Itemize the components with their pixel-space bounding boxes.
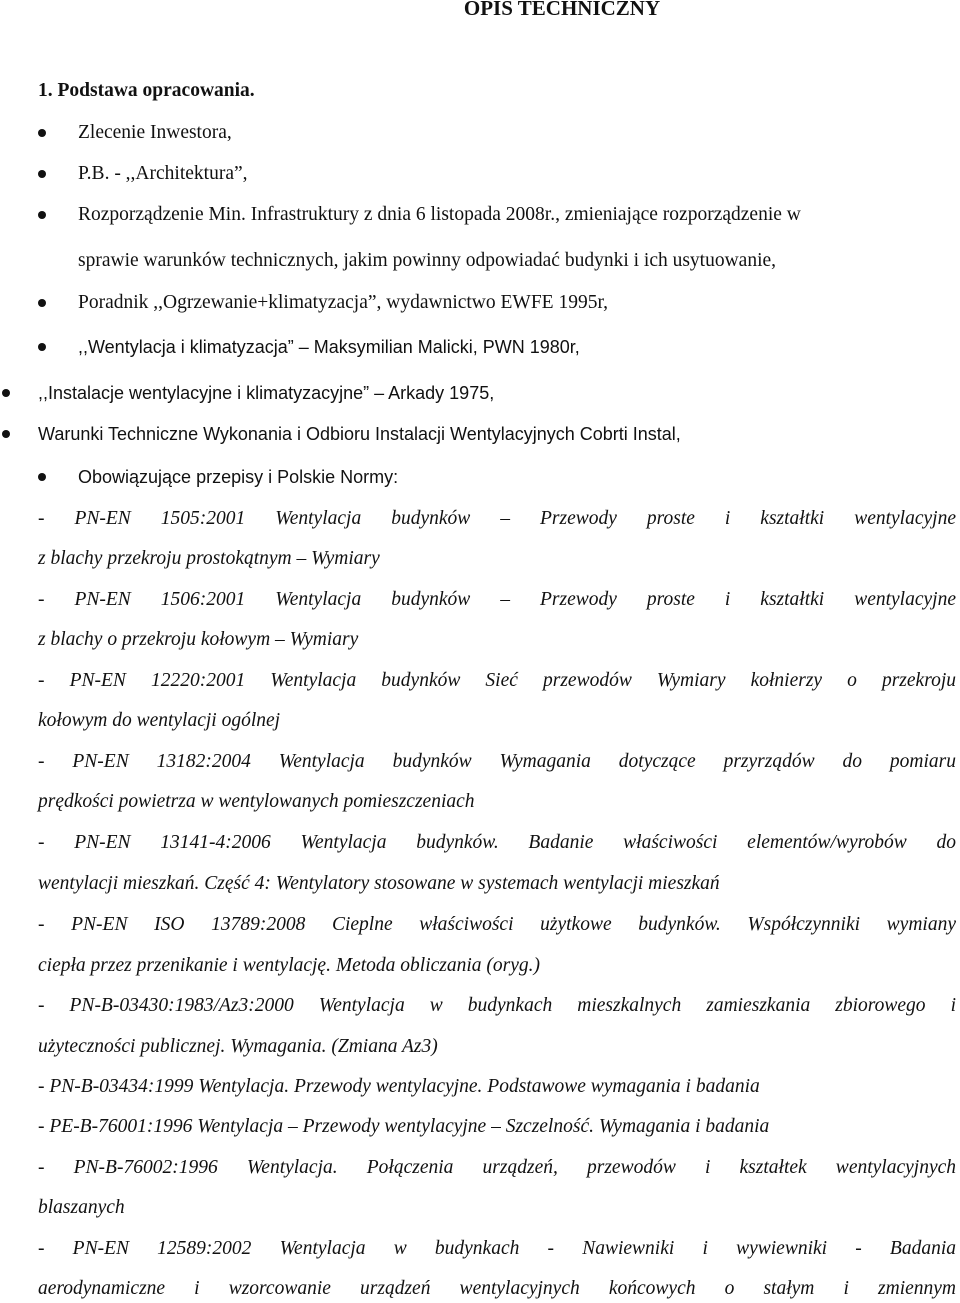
bullet-icon [38,299,46,307]
norm-line: - PN-EN ISO 13789:2008 Cieplne właściwości użytkowe budynków. Współczynniki wymiany [38,914,956,935]
norm-line: z blachy o przekroju kołowym – Wymiary [38,629,359,650]
bullet-icon [38,211,46,219]
bullet-icon [38,343,46,351]
list-item-text: sprawie warunków technicznych, jakim powinny odpowiadać budynki i ich usytuowanie, [78,250,777,271]
norm-line: - PE-B-76001:1996 Wentylacja – Przewody wentylacyjne – Szczelność. Wymagania i badania [38,1116,770,1137]
list-item-continuation [78,248,776,274]
norm-line: blaszanych [38,1197,125,1218]
list-item-text: P.B. - ,,Architektura”, [78,163,248,184]
norm-line: - PN-EN 12589:2002 Wentylacja w budynkach - Nawiewniki i wywiewniki - Badania [38,1238,956,1259]
bullet-icon [2,430,10,438]
list-item-text: Obowiązujące przepisy i Polskie Normy: [78,467,399,487]
list-item-text: ,,Instalacje wentylacyjne i klimatyzacyjne” – Arkady 1975, [38,383,495,403]
section-heading: 1. Podstawa opracowania. [38,80,255,101]
norm-line: ciepła przez przenikanie i wentylację. Metoda obliczania (oryg.) [38,955,541,976]
list-item-text: Warunki Techniczne Wykonania i Odbioru Instalacji Wentylacyjnych Cobrti Instal, [38,424,681,444]
list-item-text: Zlecenie Inwestora, [78,122,232,143]
list-item-text: Poradnik ,,Ogrzewanie+klimatyzacja”, wydawnictwo EWFE 1995r, [78,292,609,313]
bullet-icon [38,129,46,137]
norm-line: - PN-B-03430:1983/Az3:2000 Wentylacja w budynkach mieszkalnych zamieszkania zbiorowego i [38,995,956,1016]
document-title: OPIS TECHNICZNY [463,0,661,20]
norm-line: - PN-EN 13141-4:2006 Wentylacja budynków. Badanie właściwości elementów/wyrobów do [38,832,956,853]
norm-line: - PN-EN 1506:2001 Wentylacja budynków – Przewody proste i kształtki wentylacyjne [38,589,956,610]
norm-line: - PN-EN 1505:2001 Wentylacja budynków – Przewody proste i kształtki wentylacyjne [38,508,956,529]
list-item-text: ,,Wentylacja i klimatyzacja” – Maksymilian Malicki, PWN 1980r, [78,337,580,357]
norm-line: - PN-EN 13182:2004 Wentylacja budynków Wymagania dotyczące przyrządów do pomiaru [38,751,956,772]
norm-line: - PN-EN 12220:2001 Wentylacja budynków Sieć przewodów Wymiary kołnierzy o przekroju [38,670,956,691]
norm-line: wentylacji mieszkań. Część 4: Wentylatory stosowane w systemach wentylacji mieszkań [38,873,720,894]
norm-line: kołowym do wentylacji ogólnej [38,710,281,731]
norm-line: z blachy przekroju prostokątnym – Wymiary [38,548,380,569]
list-item-text: Rozporządzenie Min. Infrastruktury z dnia 6 listopada 2008r., zmieniające rozporządzenie w [78,204,801,225]
norm-line: aerodynamiczne i wzorcowanie urządzeń wentylacyjnych końcowych o stałym i zmiennym [38,1278,956,1299]
norm-line: użyteczności publicznej. Wymagania. (Zmiana Az3) [38,1036,438,1057]
norm-line: - PN-B-03434:1999 Wentylacja. Przewody wentylacyjne. Podstawowe wymagania i badania [38,1076,760,1097]
norm-line: prędkości powietrza w wentylowanych pomieszczeniach [38,791,475,812]
bullet-icon [38,170,46,178]
bullet-icon [2,389,10,397]
norm-line: - PN-B-76002:1996 Wentylacja. Połączenia urządzeń, przewodów i kształtek wentylacyjnych [38,1157,956,1178]
bullet-icon [38,473,46,481]
